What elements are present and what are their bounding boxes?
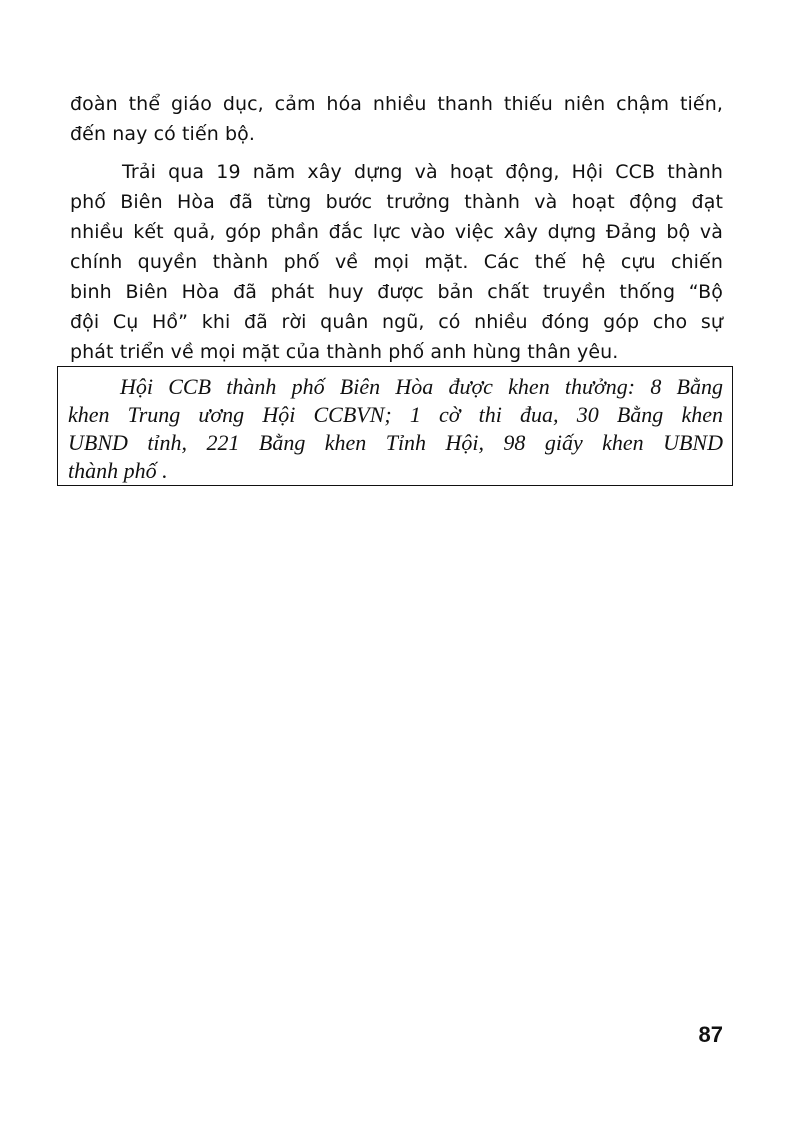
award-line: Hội CCB thành phố Biên Hòa được khen thưởng: 8 Bằng — [120, 374, 723, 399]
award-line: thành phố . — [68, 458, 168, 483]
award-line: khen Trung ương Hội CCBVN; 1 cờ thi đua, 30 Bằng khen — [68, 402, 723, 427]
award-text — [68, 373, 723, 485]
award-box — [57, 366, 733, 486]
paragraph-line: binh Biên Hòa đã phát huy được bản chất truyền thống “Bộ — [70, 281, 723, 303]
paragraph-line: nhiều kết quả, góp phần đắc lực vào việc xây dựng Đảng bộ và — [70, 221, 723, 243]
paragraph-line: chính quyền thành phố về mọi mặt. Các thế hệ cựu chiến — [70, 251, 723, 273]
page-number: 87 — [698, 1022, 723, 1047]
paragraph-line: đoàn thể giáo dục, cảm hóa nhiều thanh thiếu niên chậm tiến, — [70, 93, 723, 115]
paragraph-line: Trải qua 19 năm xây dựng và hoạt động, Hội CCB thành — [122, 161, 723, 183]
paragraph-line: phát triển về mọi mặt của thành phố anh hùng thân yêu. — [70, 341, 619, 363]
paragraph-line: đến nay có tiến bộ. — [70, 123, 256, 145]
paragraph-line: phố Biên Hòa đã từng bước trưởng thành và hoạt động đạt — [70, 191, 723, 213]
award-line: UBND tỉnh, 221 Bằng khen Tỉnh Hội, 98 giấy khen UBND — [68, 430, 723, 455]
paragraph-summary — [70, 157, 723, 367]
paragraph-continuation — [70, 89, 723, 149]
paragraph-line: đội Cụ Hồ” khi đã rời quân ngũ, có nhiều đóng góp cho sự — [70, 311, 723, 333]
